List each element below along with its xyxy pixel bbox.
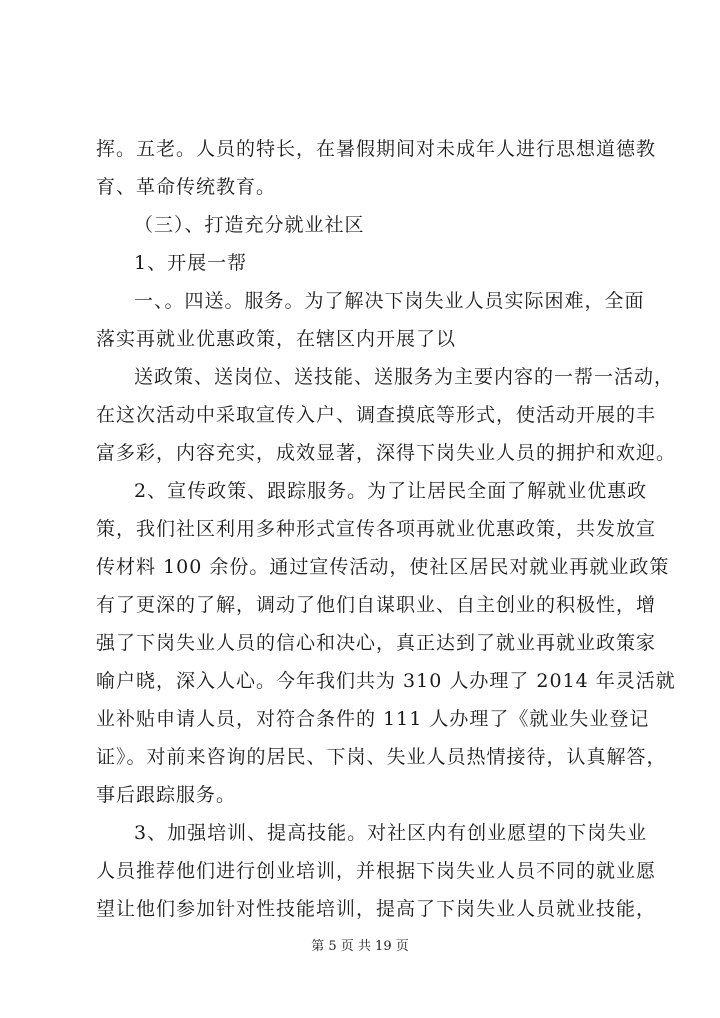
text-line-1: 挥。五老。人员的特长，在暑假期间对未成年人进行思想道德教 [96,138,657,160]
text-line-19: 3、加强培训、提高技能。对社区内有创业愿望的下岗失业 [134,822,648,844]
text-line-7: 送政策、送岗位、送技能、送服务为主要内容的一帮一活动， [134,366,675,388]
text-line-16: 业补贴申请人员，对符合条件的 111 人办理了《就业失业登记 [96,708,650,730]
text-line-11: 策，我们社区利用多种形式宣传各项再就业优惠政策，共发放宣 [96,518,657,540]
text-line-8: 在这次活动中采取宣传入户、调查摸底等形式，使活动开展的丰 [96,404,657,426]
text-line-10: 2、宣传政策、跟踪服务。为了让居民全面了解就业优惠政 [134,480,648,502]
text-line-13: 有了更深的了解，调动了他们自谋职业、自主创业的积极性，增 [96,594,657,616]
text-line-6: 落实再就业优惠政策，在辖区内开展了以 [96,328,457,350]
text-line-21: 望让他们参加针对性技能培训，提高了下岗失业人员就业技能， [96,898,657,920]
text-line-17: 证》。对前来咨询的居民、下岗、失业人员热情接待，认真解答， [96,746,667,768]
text-line-15: 喻户晓，深入人心。今年我们共为 310 人办理了 2014 年灵活就 [96,670,676,692]
page-number-footer: 第 5 页 共 19 页 [311,939,409,954]
text-line-20: 人员推荐他们进行创业培训，并根据下岗失业人员不同的就业愿 [96,860,657,882]
section-heading: （三）、打造充分就业社区 [134,214,365,236]
text-line-2: 育、革命传统教育。 [96,176,277,198]
text-line-9: 富多彩，内容充实，成效显著，深得下岗失业人员的拥护和欢迎。 [96,442,677,464]
subsection-heading: 1、开展一帮 [134,252,248,274]
text-line-14: 强了下岗失业人员的信心和决心，真正达到了就业再就业政策家 [96,632,657,654]
text-line-5: 一、。四送。服务。为了解决下岗失业人员实际困难，全面 [134,290,645,312]
text-line-12: 传材料 100 余份。通过宣传活动，使社区居民对就业再就业政策 [96,556,670,578]
text-line-18: 事后跟踪服务。 [96,784,237,806]
